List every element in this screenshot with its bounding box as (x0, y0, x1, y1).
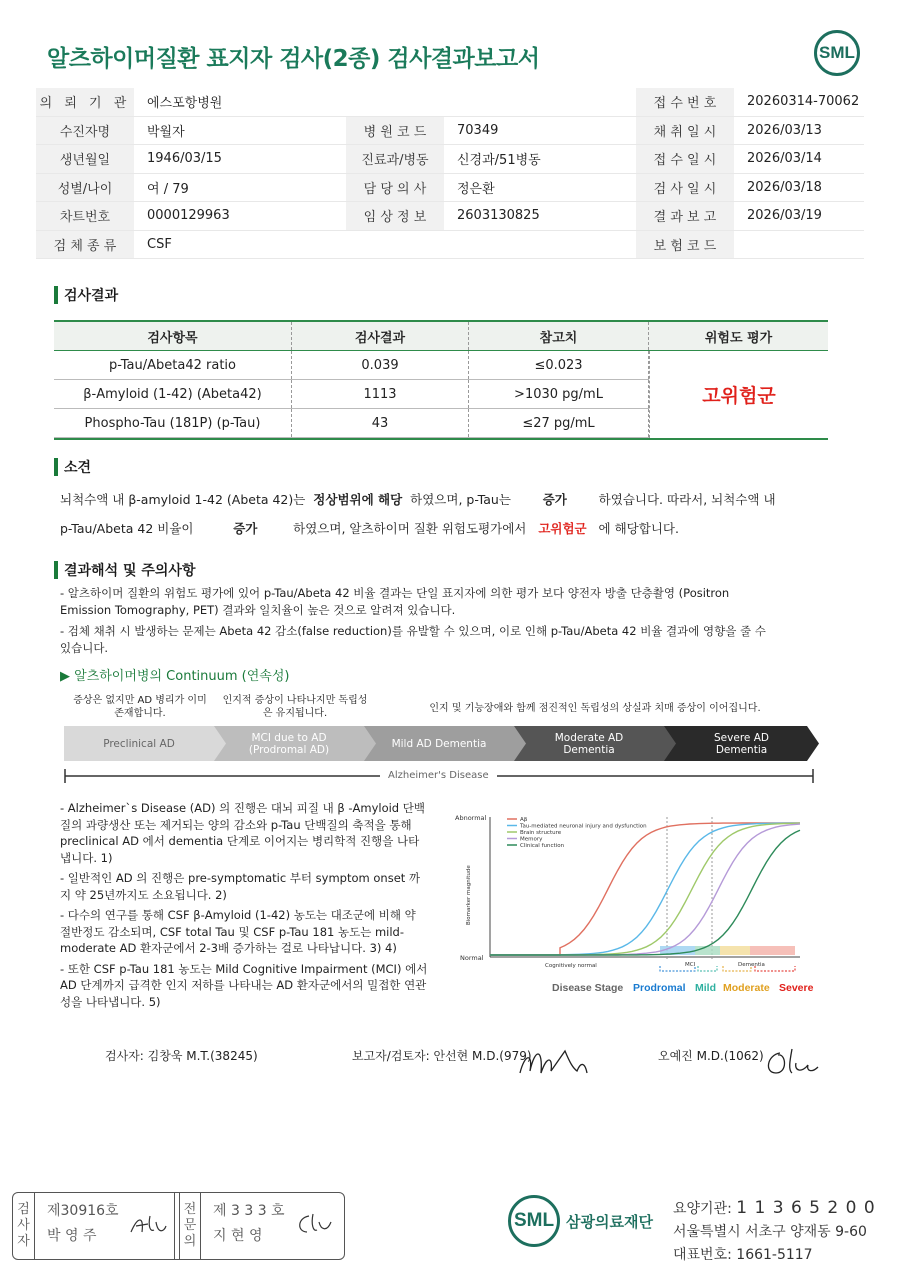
stage-label: Mild AD Dementia (391, 737, 487, 750)
info-value: 신경과/51병동 (457, 153, 541, 169)
stage-band-segment (720, 946, 750, 955)
opinion-text-part: 하였으며, 알츠하이머 질환 위험도평가에서 (293, 521, 527, 536)
legend-group (507, 817, 647, 849)
info-row (36, 202, 864, 231)
tester-signature: 검사자: 김창욱 M.T.(38245) (105, 1049, 258, 1063)
results-table (54, 320, 828, 440)
results-body (54, 351, 828, 438)
y-axis-label: Biomarker magnitude (466, 865, 472, 925)
info-label: 보 험 코 드 (636, 231, 734, 259)
column-header: 참고치 (469, 322, 649, 350)
info-label: 생년월일 (36, 145, 134, 173)
info-value: 1946/03/15 (147, 151, 222, 167)
results-section-title: 검사결과 (54, 285, 118, 305)
info-row (36, 117, 864, 146)
stamp-char: 자 (17, 1234, 30, 1249)
stamp-vertical-label (179, 1193, 201, 1259)
info-label: 차트번호 (36, 202, 134, 230)
info-value: 2026/03/18 (747, 179, 822, 195)
interpretation-section-title: 결과해석 및 주의사항 (54, 560, 195, 580)
opinion-text-part: 하였습니다. 따라서, 뇌척수액 내 (598, 492, 776, 507)
stamp-signature (295, 1210, 335, 1235)
test-reference: ≤27 pg/mL (469, 409, 649, 437)
patient-info-table (36, 88, 864, 259)
list-item: - 일반적인 AD 의 진행은 pre-symptomatic 부터 symptom onset 까지 약 25년까지도 소요됩니다. 2) (60, 871, 421, 902)
info-label: 담 당 의 사 (346, 174, 444, 202)
stamp-char: 검 (17, 1202, 30, 1217)
info-value (734, 231, 864, 259)
stage-label: Prodromal (633, 982, 686, 994)
info-row (36, 231, 864, 260)
interpretation-note: - 알츠하이머 질환의 위험도 평가에 있어 p-Tau/Abeta 42 비율 결과는 단일 표지자에 의한 평가 보다 양전자 방출 단층촬영 (Positron Emission Tomography, PET) 결과와 일치율이 높은 것으로 알려져 있습니다. (60, 586, 730, 617)
info-value: 70349 (457, 122, 499, 138)
stage-label-group (552, 966, 814, 994)
x-annotation: Cognitively normal (545, 963, 597, 969)
info-label: 검 체 종 류 (36, 231, 134, 259)
footer-address: 서울특별시 서초구 양재동 9-60 (673, 1224, 867, 1240)
stage-label: MCI due to AD (Prodromal AD) (248, 731, 330, 756)
info-value: 20260314-70062 (747, 94, 860, 110)
legend-label: Tau-mediated neuronal injury and dysfunction (520, 823, 647, 830)
opinion-text-part: 뇌척수액 내 β-amyloid 1-42 (Abeta 42)는 (60, 492, 306, 507)
test-item: Phospho-Tau (181P) (p-Tau) (54, 409, 292, 437)
stamp-name: 박 영 주 (47, 1228, 97, 1244)
info-label: 임 상 정 보 (346, 202, 444, 230)
info-label: 병 원 코 드 (346, 117, 444, 145)
test-value: 0.039 (292, 351, 469, 379)
info-value: 2603130825 (457, 208, 540, 224)
info-label (346, 231, 444, 259)
footer-info (673, 1197, 876, 1267)
opinion-text-part: 에 해당합니다. (598, 521, 679, 536)
x-annotation: MCI (685, 962, 696, 968)
interpretation-notes (60, 585, 780, 657)
opinion-highlight: 증가 (233, 521, 258, 536)
stamp-char: 의 (183, 1234, 197, 1249)
continuum-title: ▶ 알츠하이머병의 Continuum (연속성) (60, 669, 290, 684)
stamp-signature (128, 1212, 168, 1237)
info-label: 성별/나이 (36, 174, 134, 202)
opinion-text-part: p-Tau/Abeta 42 비율이 (60, 521, 194, 536)
continuum-caption: 증상은 없지만 AD 병리가 이미 존재합니다. (73, 695, 207, 719)
info-label: 진료과/병동 (346, 145, 444, 173)
legend-label: Clinical function (520, 843, 565, 849)
opinion-highlight: 증가 (542, 492, 567, 507)
legend-label: Aβ (520, 817, 528, 823)
stamp-license-no: 제 3 3 3 호 (213, 1203, 285, 1219)
legend-label: Brain structure (520, 830, 562, 836)
footer-brand-name: 삼광의료재단 (566, 1212, 653, 1231)
stage-bracket (698, 966, 717, 971)
results-header-row (54, 322, 828, 351)
stamp-vertical-label (13, 1193, 35, 1259)
list-item: - Alzheimer`s Disease (AD) 의 진행은 대뇌 피질 내 β -Amyloid 단백질의 과량생산 또는 제거되는 양의 감소와 p-Tau 단백질의 축적을 통해 preclinical AD 에서 dementia 단계로 이어지는 병리학적 진행을 나타냅니다. 1) (60, 801, 425, 865)
info-label: 결 과 보 고 (636, 202, 734, 230)
reporter-signature: 보고자/검토자: 안선현 M.D.(979) (352, 1049, 532, 1063)
stage-label: Moderate (723, 982, 770, 994)
info-value: 여 / 79 (147, 181, 189, 197)
footer-logo: SML (508, 1195, 560, 1247)
list-item: - 또한 CSF p-Tau 181 농도는 Mild Cognitive Impairment (MCI) 에서 AD 단계까지 급격한 인지 저하를 나타내는 AD 환자군에서의 밀접한 연관성을 나타냅니다. 5) (60, 961, 428, 1009)
test-value: 1113 (292, 380, 469, 408)
interpretation-note: - 검체 채취 시 발생하는 문제는 Abeta 42 감소(false reduction)를 유발할 수 있으며, 이로 인해 p-Tau/Abeta 42 비율 결과에 영향을 줄 수 있습니다. (60, 624, 766, 655)
stamp-name: 지 현 영 (213, 1228, 263, 1244)
info-row (36, 145, 864, 174)
info-label: 접 수 번 호 (636, 88, 734, 116)
stage-label: Severe (779, 982, 814, 994)
opinion-text-part: 하였으며, p-Tau는 (410, 492, 511, 507)
info-value: 2026/03/19 (747, 208, 822, 224)
third-signature: 오예진 M.D.(1062) (658, 1049, 764, 1063)
info-label: 수진자명 (36, 117, 134, 145)
continuum-caption: 인지적 증상이 나타나지만 독립성은 유지됩니다. (222, 695, 368, 719)
test-reference: >1030 pg/mL (469, 380, 649, 408)
page-title: 알츠하이머질환 표지자 검사(2종) 검사결과보고서 (47, 46, 540, 72)
footer-brand (508, 1195, 653, 1247)
stamp-char: 사 (17, 1218, 30, 1233)
stage-band-segment (750, 946, 795, 955)
stage-labels (64, 726, 819, 761)
footer-phone-label: 대표번호: (673, 1247, 732, 1263)
stage-label: Mild (695, 982, 716, 994)
legend-label: Memory (520, 836, 543, 843)
test-item: p-Tau/Abeta42 ratio (54, 351, 292, 379)
footer-code-value: 1 1 3 6 5 2 0 0 (736, 1198, 876, 1218)
column-header: 위험도 평가 (704, 330, 773, 346)
info-value (444, 88, 636, 116)
axis-label: Alzheimer's Disease (380, 770, 497, 781)
test-item: β-Amyloid (1-42) (Abeta42) (54, 380, 292, 408)
stamp-char: 전 (183, 1202, 197, 1217)
info-label: 접 수 일 시 (636, 145, 734, 173)
biomarker-chart (455, 805, 825, 1000)
test-value: 43 (292, 409, 469, 437)
stage-label: Preclinical AD (103, 737, 175, 750)
info-value: CSF (147, 236, 172, 252)
info-value (444, 231, 636, 259)
info-label: 검 사 일 시 (636, 174, 734, 202)
info-value: 정은환 (457, 181, 495, 197)
opinion-text (60, 485, 860, 543)
info-value: 에스포항병원 (147, 96, 223, 112)
info-value: 2026/03/13 (747, 122, 822, 138)
opinion-section-title: 소견 (54, 457, 91, 477)
column-header: 검사결과 (292, 322, 469, 350)
info-label: 채 취 일 시 (636, 117, 734, 145)
y-tick-normal: Normal (460, 954, 484, 962)
explanation-list (60, 800, 430, 1014)
stamp-char: 문 (183, 1218, 197, 1233)
stamp-license-no: 제30916호 (47, 1203, 119, 1219)
info-value: 박월자 (147, 124, 185, 140)
list-item: - 다수의 연구를 통해 CSF β-Amyloid (1-42) 농도는 대조군에 비해 약 절반정도 감소되며, CSF total Tau 및 CSF p-Tau 181 농도는 mild-moderate AD 환자군에서 2-3배 증가하는 걸로 나타납니다. 3) 4) (60, 908, 416, 955)
opinion-highlight: 정상범위에 해당 (313, 492, 403, 507)
info-label (346, 88, 444, 116)
opinion-risk-highlight: 고위험군 (538, 521, 587, 536)
info-label: 의 뢰 기 관 (36, 88, 134, 116)
footer-phone-value: 1661-5117 (736, 1247, 813, 1263)
signature-scribble (762, 1045, 822, 1080)
stage-label: Severe AD Dementia (714, 731, 769, 756)
stage-label: Disease Stage (552, 982, 624, 994)
y-tick-abnormal: Abnormal (455, 814, 487, 822)
footer-code-label: 요양기관: (673, 1201, 732, 1217)
column-header: 검사항목 (54, 322, 292, 350)
x-annotation: Dementia (738, 962, 765, 968)
continuum-caption: 인지 및 기능장애와 함께 점진적인 독립성의 상실과 치매 증상이 이어집니다. (429, 703, 761, 714)
info-row (36, 88, 864, 117)
sml-logo: SML (814, 30, 860, 76)
stage-band-segment (695, 946, 720, 955)
info-value: 0000129963 (147, 208, 230, 224)
test-reference: ≤0.023 (469, 351, 649, 379)
stage-label: Moderate AD Dementia (554, 731, 624, 756)
info-row (36, 174, 864, 203)
signature-scribble (515, 1043, 590, 1083)
risk-assessment: 고위험군 (649, 351, 828, 438)
info-value: 2026/03/14 (747, 151, 822, 167)
